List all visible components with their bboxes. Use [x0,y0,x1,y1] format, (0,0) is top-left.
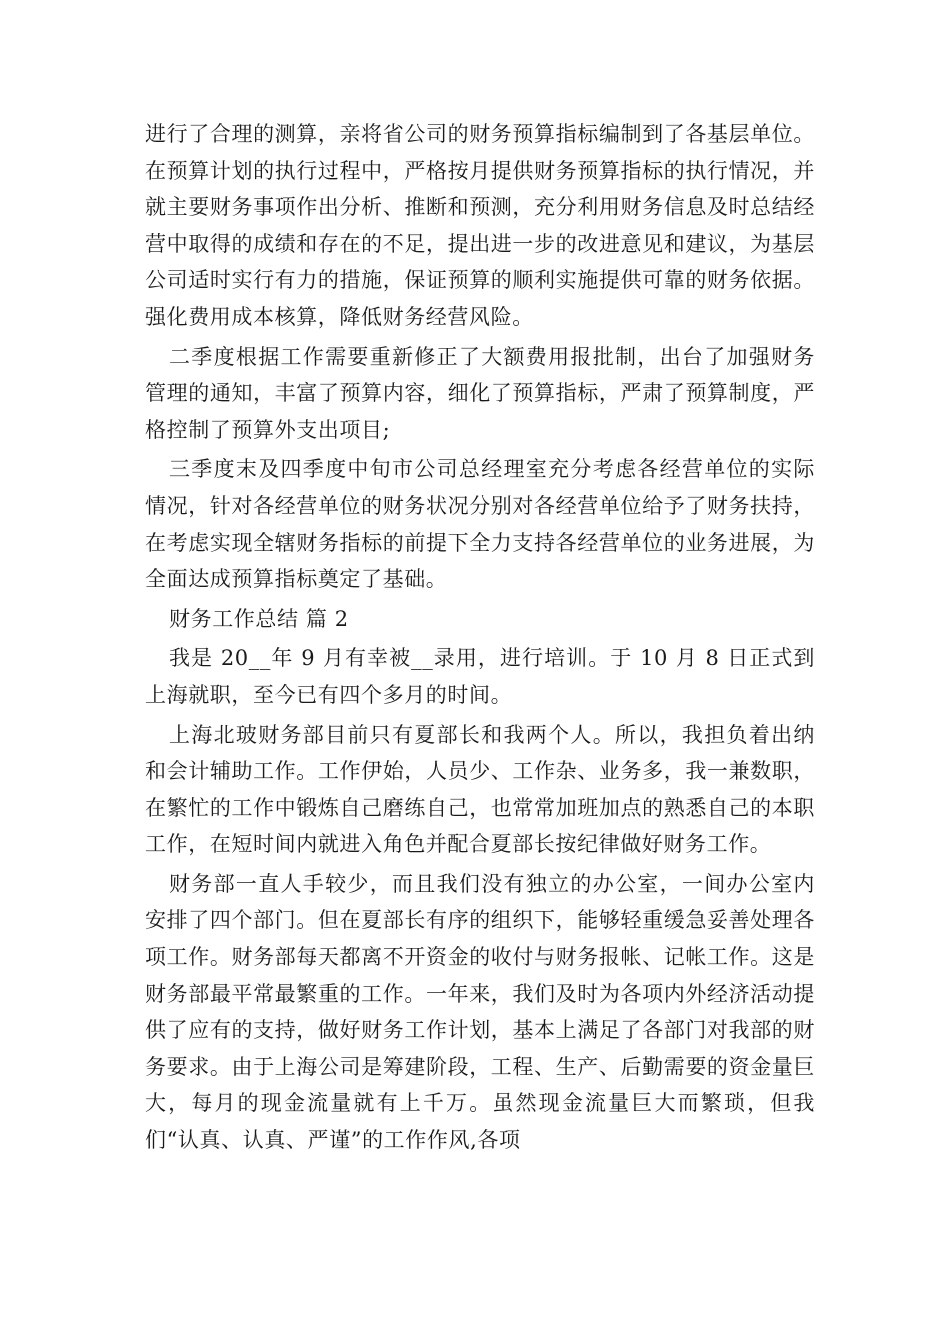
paragraph-department: 上海北玻财务部目前只有夏部长和我两个人。所以，我担负着出纳和会计辅助工作。工作伊始，人员少、工作杂、业务多，我一兼数职，在繁忙的工作中锻炼自己磨练自己，也常常加班加点的熟悉自己的本职工作，在短时间内就进入角色并配合夏部长按纪律做好财务工作。 [145,722,815,857]
paragraph-continued: 进行了合理的测算，亲将省公司的财务预算指标编制到了各基层单位。在预算计划的执行过程中，严格按月提供财务预算指标的执行情况，并就主要财务事项作出分析、推断和预测，充分利用财务信息及时总结经营中取得的成绩和存在的不足，提出进一步的改进意见和建议，为基层公司适时实行有力的措施，保证预算的顺利实施提供可靠的财务依据。强化费用成本核算，降低财务经营风险。 [145,122,815,329]
paragraph-workload: 财务部一直人手较少，而且我们没有独立的办公室，一间办公室内安排了四个部门。但在夏部长有序的组织下，能够轻重缓急妥善处理各项工作。财务部每天都离不开资金的收付与财务报帐、记帐工作。这是财务部最平常最繁重的工作。一年来，我们及时为各项内外经济活动提供了应有的支持，做好财务工作计划，基本上满足了各部门对我部的财务要求。由于上海公司是筹建阶段，工程、生产、后勤需要的资金量巨大，每月的现金流量就有上千万。虽然现金流量巨大而繁琐，但我们“认真、认真、严谨”的工作作风,各项 [145,871,815,1153]
paragraph-intro: 我是 20__年 9 月有幸被__录用，进行培训。于 10 月 8 日正式到上海就职，至今已有四个多月的时间。 [145,646,815,707]
document-body [145,116,815,1162]
section-heading: 财务工作总结 篇 2 [169,606,349,631]
paragraph-q2: 二季度根据工作需要重新修正了大额费用报批制，出台了加强财务管理的通知，丰富了预算内容，细化了预算指标，严肃了预算制度，严格控制了预算外支出项目; [145,344,815,442]
paragraph-q3-q4: 三季度末及四季度中旬市公司总经理室充分考虑各经营单位的实际情况，针对各经营单位的财务状况分别对各经营单位给予了财务扶持，在考虑实现全辖财务指标的前提下全力支持各经营单位的业务进展，为全面达成预算指标奠定了基础。 [145,457,815,592]
